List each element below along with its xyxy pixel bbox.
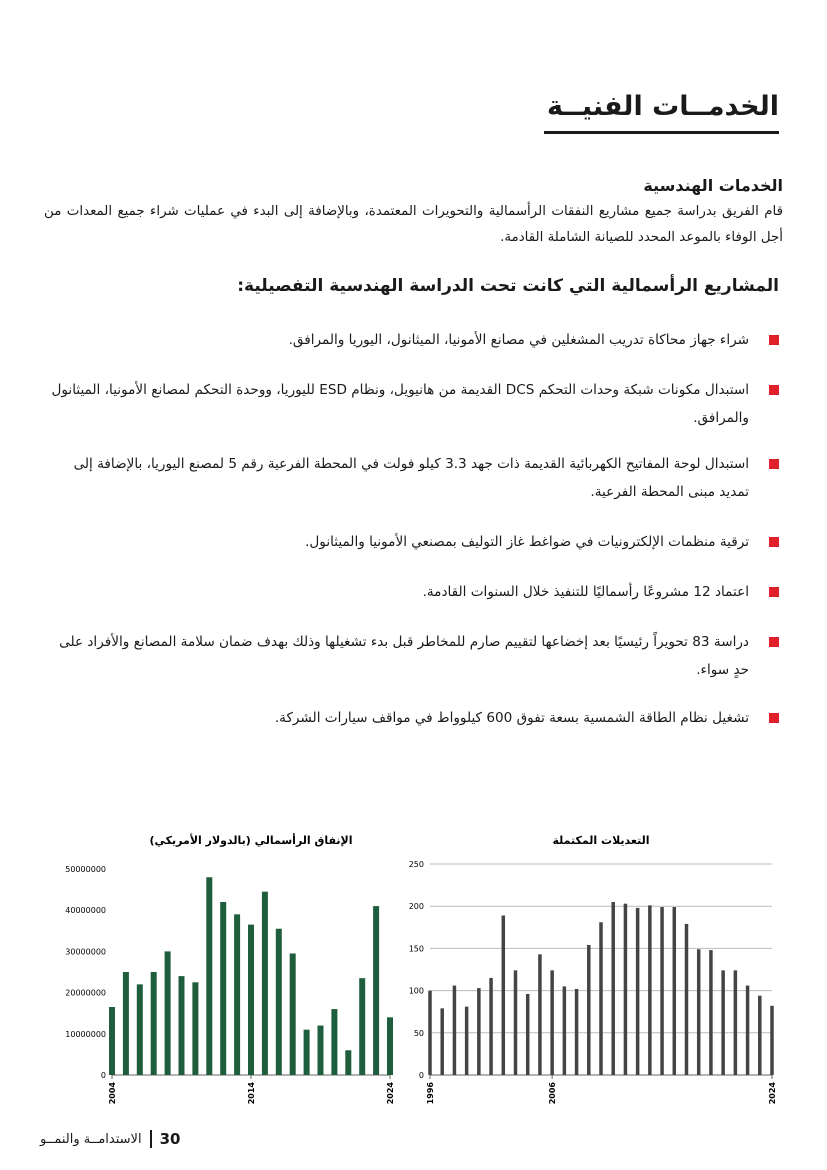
title-underline [544,131,779,134]
chart-bar [611,902,615,1075]
page-number: 30 [159,1130,181,1148]
list-item-text: شراء جهاز محاكاة تدريب المشغلين في مصانع الأمونيا، الميثانول، اليوريا والمرافق. [288,332,749,348]
footer-divider [150,1130,152,1148]
chart-bar [709,950,713,1075]
y-tick-label: 30000000 [65,947,106,957]
modifications-chart [400,828,785,1118]
chart-bar [440,1008,444,1075]
chart-title: الإنفاق الرأسمالي (بالدولار الأمريكي) [149,834,353,847]
chart-bar [489,978,493,1075]
capex-chart [50,828,400,1118]
chart-bar [624,904,628,1075]
chart-title: التعديلات المكتملة [552,834,650,847]
chart-bar [514,970,518,1075]
x-tick-label: 2024 [386,1082,395,1105]
chart-bar [151,972,157,1075]
chart-bar [345,1050,351,1075]
bullet-square-icon [769,335,779,345]
chart-bar [465,1007,469,1075]
chart-bar [502,915,506,1075]
chart-bar [109,1007,115,1075]
page-footer [40,1130,180,1148]
chart-bar [276,929,282,1075]
chart-bar [137,984,143,1075]
list-item-text: ترقية منظمات الإلكترونيات في ضواغط غاز التوليف بمصنعي الأمونيا والميثانول. [305,534,749,550]
chart-bar [262,892,268,1075]
y-tick-label: 150 [408,944,424,954]
chart-bar [290,953,296,1075]
page-title-block [544,88,779,134]
chart-bar [428,991,432,1075]
y-tick-label: 20000000 [65,988,106,998]
chart-bar [304,1030,310,1075]
y-tick-label: 0 [100,1071,106,1080]
list-item-text: تشغيل نظام الطاقة الشمسية بسعة تفوق 600 كيلوواط في مواقف سيارات الشركة. [274,710,749,726]
x-tick-label: 2006 [548,1082,558,1105]
chart-bar [359,978,365,1075]
chart-bar [526,994,530,1075]
list-item [40,704,783,732]
bullet-square-icon [769,537,779,547]
bullet-square-icon [769,385,779,395]
chart-bar [660,907,664,1075]
list-item-text: استبدال لوحة المفاتيح الكهربائية القديمة ذات جهد 3.3 كيلو فولت في المحطة الفرعية رقم 5 لمصنع اليوريا، بالإضافة إلى تمديد مبنى المحطة الفرعية. [73,456,749,500]
chart-bar [575,989,579,1075]
footer-label: الاستدامــة والنمــو [40,1131,142,1147]
list-item [40,326,783,354]
chart-bar [636,908,640,1075]
capex-chart-svg [50,828,400,1118]
chart-bar [746,986,750,1075]
chart-bar [248,925,254,1075]
chart-bar [770,1006,774,1075]
chart-bar [192,982,198,1075]
page-title: الخدمــات الفنيــة [547,91,779,122]
y-tick-label: 200 [408,902,424,912]
chart-bar [234,914,240,1075]
list-item-text: دراسة 83 تحويراً رئيسيًا بعد إخضاعها لتقييم صارم للمخاطر قبل بدء تشغيلها وذلك بهدف ضمان سلامة المصانع والأفراد على حدٍ سواء. [59,634,749,678]
y-tick-label: 100 [408,986,424,996]
chart-bar [453,986,457,1075]
list-item [40,578,783,606]
chart-bar [734,970,738,1075]
chart-bar [587,945,591,1075]
list-item [40,376,783,432]
y-tick-label: 0 [418,1071,424,1080]
x-tick-label: 2014 [247,1082,256,1105]
chart-bar [538,954,542,1075]
projects-heading: المشاريع الرأسمالية التي كانت تحت الدراسة الهندسية التفصيلية: [237,276,779,296]
chart-bar [373,906,379,1075]
list-item-text: استبدال مكونات شبكة وحدات التحكم DCS القديمة من هانيويل، ونظام ESD لليوريا، ووحدة التحكم لمصانع الأمونيا، الميثانول والمرافق. [51,382,749,426]
y-tick-label: 50 [413,1028,424,1038]
chart-bar [165,951,171,1075]
chart-bar [599,922,603,1075]
x-tick-label: 2024 [768,1082,777,1105]
chart-bar [758,996,762,1075]
chart-bar [563,986,567,1075]
chart-bar [331,1009,337,1075]
chart-bar [318,1026,324,1075]
chart-bar [387,1017,393,1075]
bullet-square-icon [769,459,779,469]
chart-bar [123,972,129,1075]
chart-bar [220,902,226,1075]
x-tick-label: 2004 [108,1082,117,1105]
modifications-chart-svg [400,828,785,1118]
list-item-text: اعتماد 12 مشروعًا رأسماليًا للتنفيذ خلال السنوات القادمة. [422,584,749,600]
y-tick-label: 250 [408,860,424,869]
chart-bar [648,905,652,1075]
list-item [40,528,783,556]
bullet-square-icon [769,587,779,597]
list-item [40,628,783,684]
projects-list [40,326,783,732]
chart-bar [550,970,554,1075]
bullet-square-icon [769,637,779,647]
chart-bar [685,924,689,1075]
y-tick-label: 40000000 [65,906,106,916]
section-title: الخدمات الهندسية [643,176,783,195]
section-paragraph: قام الفريق بدراسة جميع مشاريع النفقات الرأسمالية والتحويرات المعتمدة، وبالإضافة إلى البدء في عمليات شراء جميع المعدات من أجل الوفاء بالموعد المحدد للصيانة الشاملة القادمة. [44,204,783,245]
chart-bar [179,976,185,1075]
bullet-square-icon [769,713,779,723]
chart-bar [477,988,481,1075]
engineering-services-section [44,176,783,251]
chart-bar [673,907,677,1075]
y-tick-label: 10000000 [65,1029,106,1039]
chart-bar [721,970,725,1075]
list-item [40,450,783,506]
chart-bar [697,949,701,1075]
chart-bar [206,877,212,1075]
x-tick-label: 1996 [426,1082,435,1105]
y-tick-label: 50000000 [65,865,106,874]
